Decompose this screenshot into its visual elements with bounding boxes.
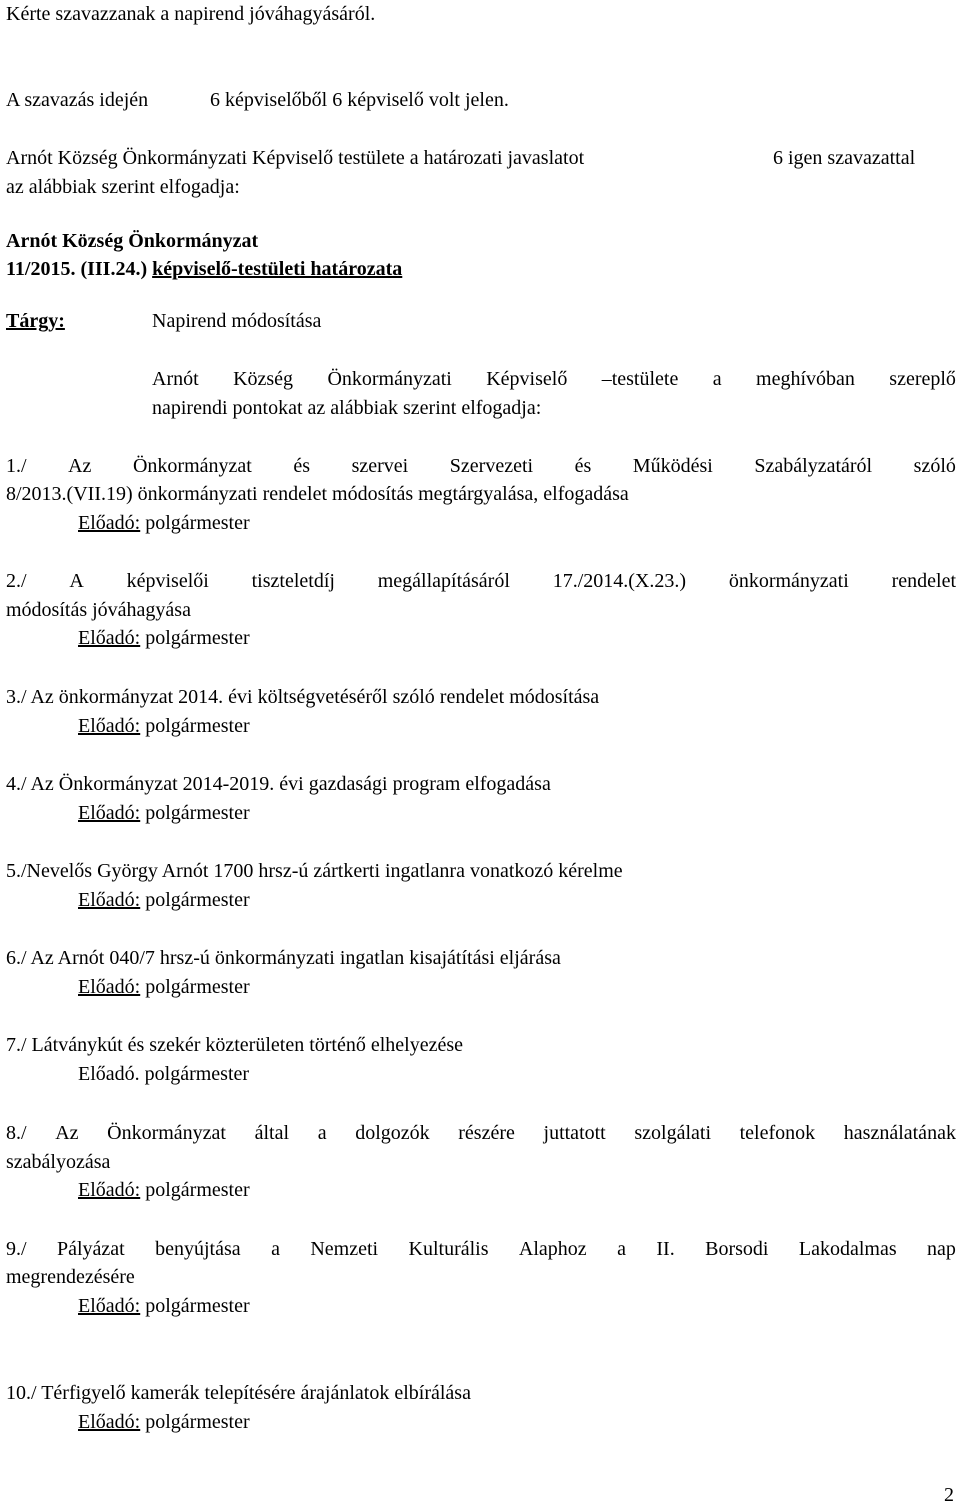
word: dolgozók	[355, 1122, 430, 1144]
word: Kulturális	[408, 1238, 489, 1260]
agenda-item-3-line-1: 3./ Az önkormányzat 2014. évi költségvetéséről szóló rendelet módosítása	[6, 686, 600, 708]
word: a	[617, 1238, 626, 1260]
word: Képviselő	[486, 368, 568, 390]
presenter-label: Előadó:	[78, 1411, 141, 1433]
word: Község	[233, 368, 294, 390]
word: Működési	[632, 455, 713, 477]
resolution-type: képviselő-testületi határozata	[152, 258, 403, 280]
agenda-item-10-line-1: 10./ Térfigyelő kamerák telepítésére árajánlatok elbírálása	[6, 1382, 471, 1404]
word: Borsodi	[705, 1238, 769, 1260]
word: telefonok	[739, 1122, 816, 1144]
vote-line-1: Arnót Község Önkormányzati Képviselő testülete a határozati javaslatot	[6, 147, 585, 169]
presenter-name: polgármester	[145, 889, 250, 911]
presenter-name: polgármester	[145, 1411, 250, 1433]
word: szóló	[913, 455, 956, 477]
word: Nemzeti	[310, 1238, 379, 1260]
agenda-item-5-line-1: 5./Nevelős György Arnót 1700 hrsz-ú zártkerti ingatlanra vonatkozó kérelme	[6, 860, 623, 882]
agenda-item-3-presenter	[78, 714, 250, 738]
word: 9./	[6, 1238, 27, 1260]
word: Az	[55, 1122, 79, 1144]
subject-body-line-2: napirendi pontokat az alábbiak szerint elfogadja:	[152, 397, 542, 419]
resolution-number: 11/2015. (III.24.)	[6, 258, 148, 280]
agenda-item-1-line-1	[6, 454, 956, 478]
word: 8./	[6, 1122, 27, 1144]
word: részére	[458, 1122, 515, 1144]
agenda-item-6-presenter	[78, 975, 250, 999]
agenda-item-5-presenter	[78, 888, 250, 912]
agenda-item-4-presenter	[78, 801, 250, 825]
subject-label: Tárgy:	[6, 310, 65, 332]
word: rendelet	[891, 570, 956, 592]
presenter-label: Előadó.	[78, 1063, 140, 1085]
agenda-item-6-line-1: 6./ Az Arnót 040/7 hrsz-ú önkormányzati ingatlan kisajátítási eljárása	[6, 947, 561, 969]
word: Önkormányzat	[132, 455, 252, 477]
word: Önkormányzati	[327, 368, 452, 390]
agenda-item-4-line-1: 4./ Az Önkormányzat 2014-2019. évi gazdasági program elfogadása	[6, 773, 551, 795]
resolution-number-line	[6, 257, 402, 281]
agenda-item-9-presenter	[78, 1294, 250, 1318]
agenda-item-8-line-2: szabályozása	[6, 1151, 111, 1173]
word: benyújtása	[155, 1238, 241, 1260]
agenda-item-8-line-1	[6, 1121, 956, 1145]
word: a	[317, 1122, 327, 1144]
presenter-label: Előadó:	[78, 976, 141, 998]
word: tiszteletdíj	[251, 570, 335, 592]
agenda-item-1-line-2: 8/2013.(VII.19) önkormányzati rendelet módosítás megtárgyalása, elfogadása	[6, 483, 629, 505]
vote-result: 6 igen szavazattal	[773, 147, 916, 169]
agenda-item-8-presenter	[78, 1178, 250, 1202]
word: szereplő	[889, 368, 956, 390]
word: 17./2014.(X.23.)	[552, 570, 687, 592]
presenter-name: polgármester	[144, 1063, 250, 1085]
word: használatának	[843, 1122, 956, 1144]
word: Lakodalmas	[798, 1238, 897, 1260]
word: meghívóban	[756, 368, 855, 390]
agenda-item-2-line-2: módosítás jóváhagyása	[6, 599, 191, 621]
word: a	[712, 368, 722, 390]
word: Önkormányzat	[107, 1122, 226, 1144]
agenda-item-2-line-1	[6, 569, 956, 593]
presenter-name: polgármester	[145, 976, 250, 998]
agenda-item-9-line-1	[6, 1237, 956, 1261]
attendance-label: A szavazás idején	[6, 89, 149, 111]
presenter-label: Előadó:	[78, 1179, 141, 1201]
word: nap	[927, 1238, 956, 1260]
word: Az	[68, 455, 92, 477]
agenda-item-2-presenter	[78, 626, 250, 650]
word: önkormányzati	[728, 570, 849, 592]
word: megállapításáról	[377, 570, 510, 592]
agenda-item-7-presenter	[78, 1062, 249, 1086]
word: Pályázat	[56, 1238, 125, 1260]
word: szolgálati	[634, 1122, 711, 1144]
word: II.	[656, 1238, 675, 1260]
presenter-name: polgármester	[145, 512, 250, 534]
page-number: 2	[944, 1484, 954, 1506]
presenter-label: Előadó:	[78, 802, 141, 824]
agenda-item-7-line-1: 7./ Látványkút és szekér közterületen történő elhelyezése	[6, 1034, 464, 1056]
word: Szervezeti	[449, 455, 534, 477]
presenter-name: polgármester	[145, 802, 250, 824]
presenter-label: Előadó:	[78, 512, 141, 534]
word: és	[293, 455, 311, 477]
word: juttatott	[543, 1122, 606, 1144]
presenter-label: Előadó:	[78, 889, 141, 911]
subject-value: Napirend módosítása	[152, 310, 322, 332]
word: Alaphoz	[518, 1238, 587, 1260]
presenter-label: Előadó:	[78, 627, 141, 649]
word: és	[574, 455, 592, 477]
subject-body-line-1	[152, 367, 956, 391]
presenter-name: polgármester	[145, 715, 250, 737]
agenda-item-10-presenter	[78, 1410, 250, 1434]
word: 2./	[6, 570, 27, 592]
presenter-label: Előadó:	[78, 1295, 141, 1317]
presenter-name: polgármester	[145, 627, 250, 649]
presenter-label: Előadó:	[78, 715, 141, 737]
word: 1./	[6, 455, 27, 477]
resolution-title: Arnót Község Önkormányzat	[6, 230, 259, 252]
word: Arnót	[152, 368, 199, 390]
agenda-item-1-presenter	[78, 511, 250, 535]
presenter-name: polgármester	[145, 1295, 250, 1317]
word: szervei	[351, 455, 409, 477]
attendance-count: 6 képviselőből 6 képviselő volt jelen.	[210, 89, 509, 111]
agenda-item-9-line-2: megrendezésére	[6, 1266, 135, 1288]
word: Szabályzatáról	[754, 455, 873, 477]
presenter-name: polgármester	[145, 1179, 250, 1201]
word: képviselői	[126, 570, 209, 592]
word: –testülete	[601, 368, 679, 390]
word: által	[254, 1122, 290, 1144]
vote-line-2: az alábbiak szerint elfogadja:	[6, 176, 240, 198]
intro-text: Kérte szavazzanak a napirend jóváhagyásáról.	[6, 3, 376, 25]
word: A	[69, 570, 84, 592]
word: a	[271, 1238, 280, 1260]
